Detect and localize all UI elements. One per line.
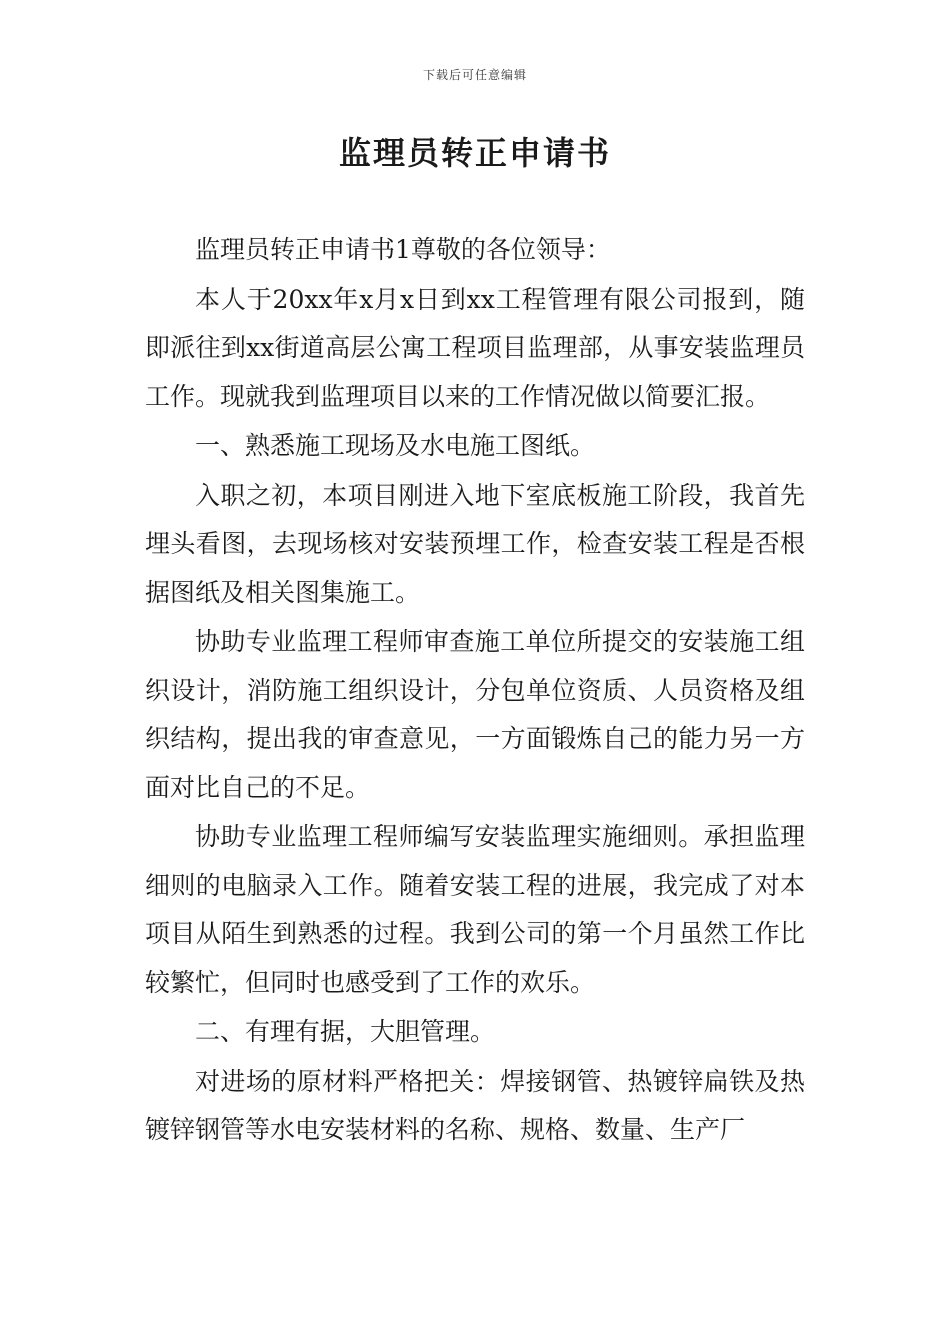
paragraph: 监理员转正申请书1尊敬的各位领导： — [195, 235, 611, 264]
paragraph: 本人于20xx年x月x日到xx工程管理有限公司报到，随即派往到xx街道高层公寓工程项目监理部，从事安装监理员工作。现就我到监理项目以来的工作情况做以简要汇报。 — [145, 284, 805, 411]
paragraph: 二、有理有据，大胆管理。 — [195, 1017, 496, 1046]
header-note: 下载后可任意编辑 — [422, 68, 527, 82]
document-body — [145, 226, 805, 1156]
document-title: 监理员转正申请书 — [338, 134, 611, 172]
paragraph: 协助专业监理工程师编写安装监理实施细则。承担监理细则的电脑录入工作。随着安装工程的进展，我完成了对本项目从陌生到熟悉的过程。我到公司的第一个月虽然工作比较繁忙，但同时也感受到了工作的欢乐。 — [145, 822, 805, 997]
paragraph: 入职之初，本项目刚进入地下室底板施工阶段，我首先埋头看图，去现场核对安装预埋工作，检查安装工程是否根据图纸及相关图集施工。 — [145, 480, 805, 607]
paragraph: 对进场的原材料严格把关：焊接钢管、热镀锌扁铁及热镀锌钢管等水电安装材料的名称、规格、数量、生产厂 — [145, 1066, 805, 1144]
paragraph: 一、熟悉施工现场及水电施工图纸。 — [195, 431, 596, 460]
paragraph: 协助专业监理工程师审查施工单位所提交的安装施工组织设计，消防施工组织设计，分包单位资质、人员资格及组织结构，提出我的审查意见，一方面锻炼自己的能力另一方面对比自己的不足。 — [145, 627, 805, 802]
